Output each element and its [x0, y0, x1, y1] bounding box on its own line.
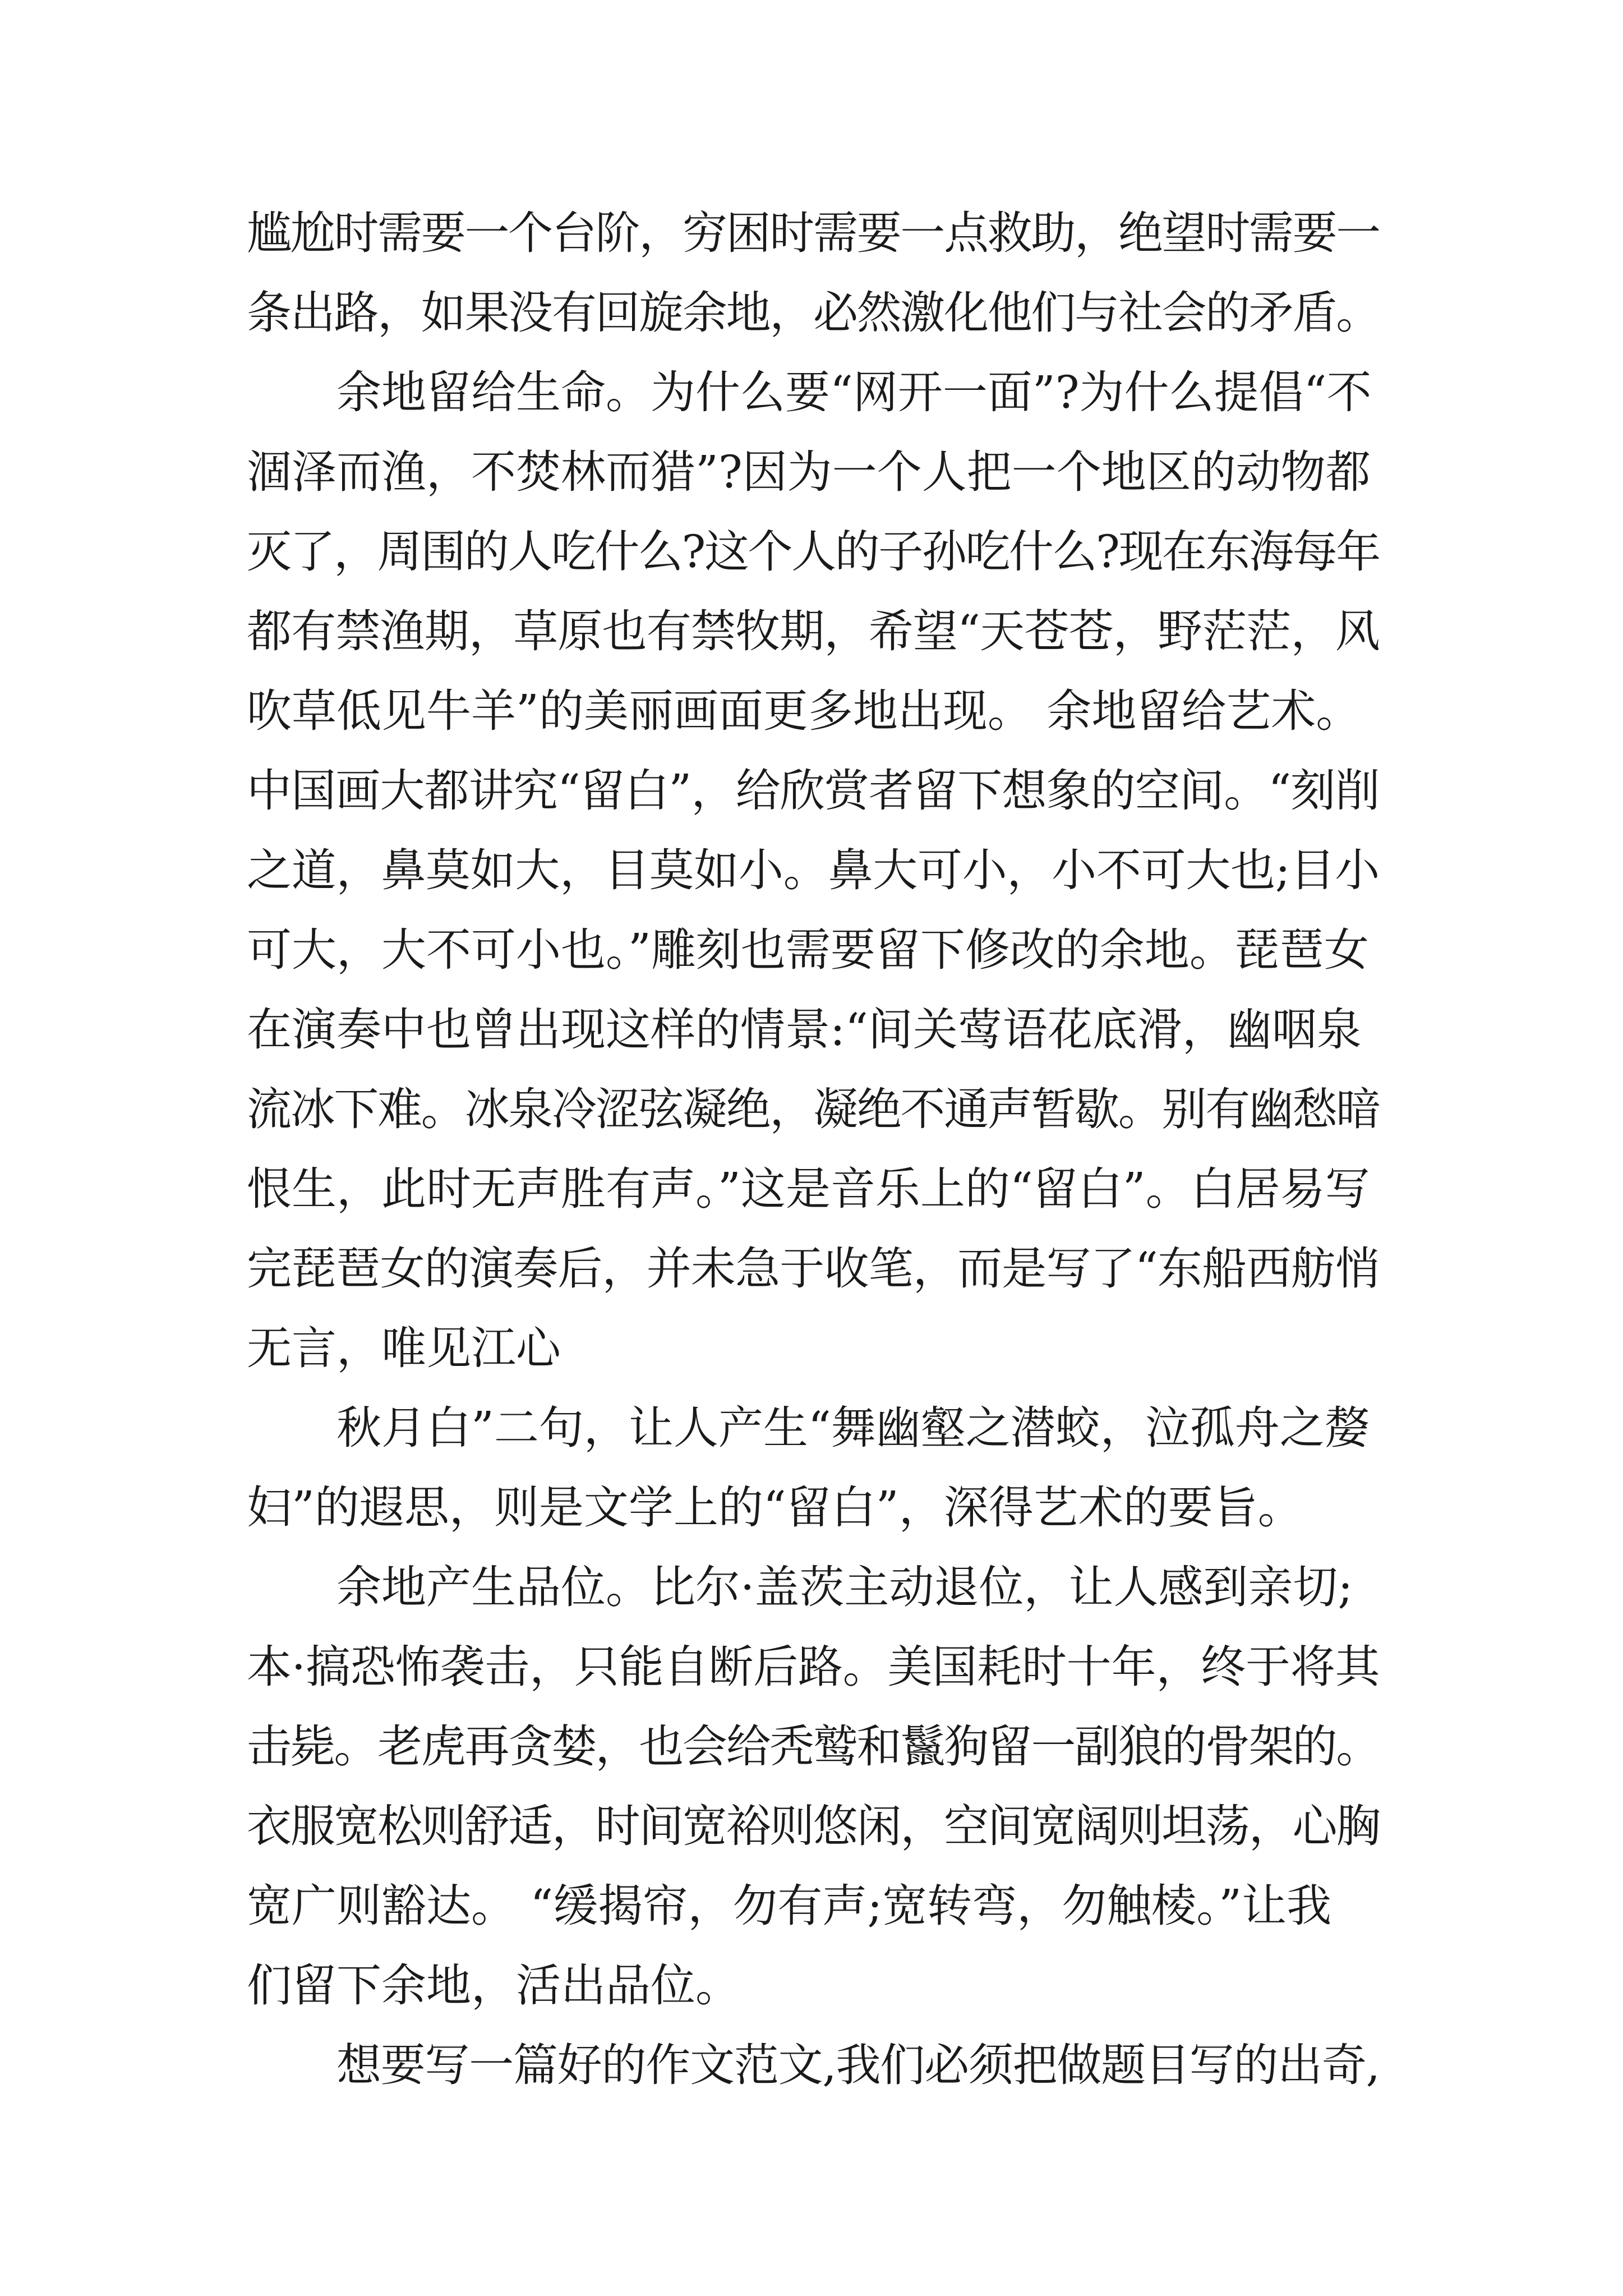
text-line: 秋月白”二句，让人产生“舞幽壑之潜蛟，泣孤舟之嫠 [336, 1402, 1370, 1454]
text-line: 吹草低见牛羊”的美丽画面更多地出现。 余地留给艺术。 [247, 685, 1361, 737]
text-line: 宽广则豁达。 “缓揭帘，勿有声;宽转弯，勿触棱。”让我 [247, 1880, 1332, 1932]
text-line: 衣服宽松则舒适，时间宽裕则悠闲，空间宽阔则坦荡，心胸 [247, 1800, 1380, 1852]
text-line: 妇”的遐思，则是文学上的“留白”，深得艺术的要旨。 [247, 1481, 1303, 1534]
text-line: 完琵琶女的演奏后，并未急于收笔，而是写了“东船西舫悄 [247, 1243, 1380, 1295]
text-line: 尴尬时需要一个台阶，穷困时需要一点救助，绝望时需要一 [247, 207, 1380, 259]
text-line: 余地产生品位。比尔·盖茨主动退位，让人感到亲切; [336, 1561, 1353, 1613]
text-line: 中国画大都讲究“留白”，给欣赏者留下想象的空间。“刻削 [247, 765, 1380, 817]
text-line: 流冰下难。冰泉冷涩弦凝绝，凝绝不通声暂歇。别有幽愁暗 [247, 1083, 1380, 1135]
text-line: 之道，鼻莫如大，目莫如小。鼻大可小，小不可大也;目小 [247, 844, 1380, 896]
text-line: 可大，大不可小也。”雕刻也需要留下修改的余地。琵琶女 [247, 924, 1369, 976]
text-line: 条出路，如果没有回旋余地，必然激化他们与社会的矛盾。 [247, 287, 1380, 339]
text-line: 灭了，周围的人吃什么?这个人的子孙吃什么?现在东海每年 [247, 526, 1380, 578]
text-line: 们留下余地，活出品位。 [247, 1959, 740, 2012]
text-line: 无言，唯见江心 [247, 1322, 561, 1374]
text-line: 本·搞恐怖袭击，只能自断后路。美国耗时十年，终于将其 [247, 1641, 1380, 1693]
text-line: 在演奏中也曾出现这样的情景:“间关莺语花底滑，幽咽泉 [247, 1004, 1362, 1056]
text-line: 想要写一篇好的作文范文,我们必须把做题目写的出奇, [336, 2039, 1380, 2091]
text-line: 都有禁渔期，草原也有禁牧期，希望“天苍苍，野茫茫，风 [247, 605, 1380, 657]
document-body [247, 194, 1380, 2105]
text-line: 涸泽而渔，不焚林而猎”?因为一个人把一个地区的动物都 [247, 446, 1371, 498]
text-line: 恨生，此时无声胜有声。”这是音乐上的“留白”。白居易写 [247, 1163, 1370, 1215]
text-line: 击毙。老虎再贪婪，也会给秃鹫和鬣狗留一副狼的骨架的。 [247, 1720, 1380, 1773]
text-line: 余地留给生命。为什么要“网开一面”?为什么提倡“不 [336, 366, 1372, 418]
